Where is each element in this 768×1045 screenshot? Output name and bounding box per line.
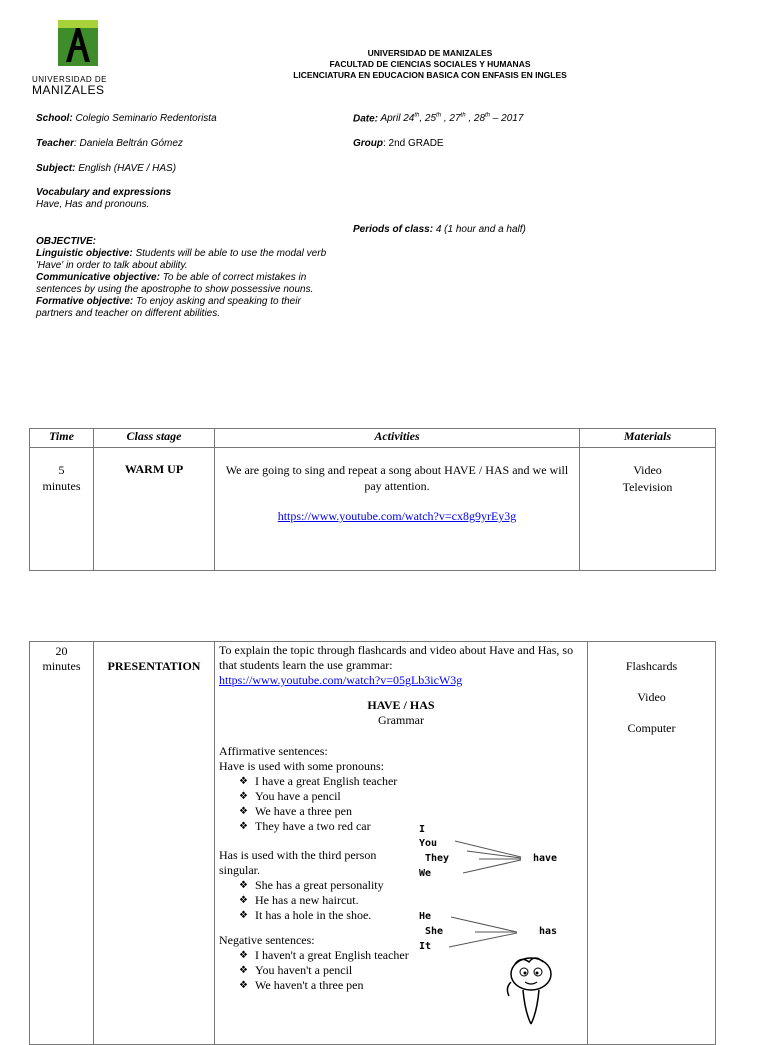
have-intro: Have is used with some pronouns: (219, 759, 384, 773)
teacher-label: Teacher (36, 138, 74, 149)
university-header (230, 48, 630, 81)
table-row (30, 448, 716, 571)
has-word: has (539, 926, 558, 937)
communicative-objective: Communicative objective: To be able of correct mistakes in sentences by using the apostrophe to show possessive nouns. (36, 272, 314, 295)
presentation-intro: To explain the topic through flashcards and video about Have and Has, so that students learn the use grammar: (219, 643, 574, 672)
have-word: have (533, 853, 558, 864)
list-item: ❖ He has a new haircut. (239, 893, 583, 908)
header-time: Time (30, 429, 94, 448)
periods-field (353, 224, 526, 235)
has-intro: Has is used with the third person singular. (219, 848, 377, 877)
pronoun-it: It (419, 941, 432, 952)
group-field (353, 138, 444, 149)
cartoon-character-icon (501, 952, 561, 1027)
warmup-video-link[interactable]: https://www.youtube.com/watch?v=cx8g9yrEy3g (277, 509, 517, 523)
affirmative-heading: Affirmative sentences: (219, 744, 328, 758)
material-item: Television (622, 480, 673, 494)
periods-label: Periods of class: (353, 224, 434, 235)
formative-objective: Formative objective: To enjoy asking and speaking to their partners and teacher on different abilities. (36, 296, 301, 319)
grammar-title: HAVE / HAS (367, 698, 435, 712)
have-examples-list (219, 774, 583, 834)
list-item: ❖ You have a pencil (239, 789, 583, 804)
list-item: ❖ I haven't a great English teacher (239, 948, 419, 963)
subject-label: Subject: (36, 163, 76, 174)
school-value: Colegio Seminario Redentorista (75, 113, 217, 124)
school-field (36, 113, 217, 124)
material-item: Flashcards (625, 659, 678, 673)
pronoun-you: You (419, 838, 438, 849)
header-materials: Materials (580, 429, 716, 448)
date-value: April 24th, 25th , 27th , 28th – 2017 (380, 113, 524, 125)
subject-value: English (HAVE / HAS) (78, 163, 177, 174)
pronoun-they: They (425, 853, 450, 864)
warmup-table (29, 428, 716, 571)
vocabulary-value: Have, Has and pronouns. (36, 199, 150, 210)
objective-block (36, 236, 336, 320)
university-logo (32, 18, 124, 97)
teacher-value: : Daniela Beltrán Gómez (73, 138, 183, 149)
presentation-video-link[interactable]: https://www.youtube.com/watch?v=05gLb3icW3g (219, 673, 463, 687)
warmup-activity: We are going to sing and repeat a song about HAVE / HAS and we will pay attention. https://www.youtube.com/watch?v=cx8g9yrEy3g (215, 448, 580, 571)
pronoun-she: She (425, 926, 444, 937)
has-arrows-icon (435, 907, 545, 957)
group-value: : 2nd GRADE (383, 138, 444, 149)
list-item: ❖ We have a three pen (239, 804, 583, 819)
periods-value: 4 (1 hour and a half) (435, 224, 526, 235)
grammar-subtitle: Grammar (378, 713, 424, 727)
logo-text-line1: UNIVERSIDAD DE (32, 75, 108, 84)
material-item: Video (637, 690, 666, 704)
material-item: Computer (627, 721, 676, 735)
negative-heading: Negative sentences: (219, 933, 315, 947)
presentation-activity (215, 642, 588, 1045)
pronoun-he: He (419, 911, 432, 922)
pronoun-we: We (419, 868, 432, 879)
list-item: ❖ I have a great English teacher (239, 774, 583, 789)
vocabulary-label: Vocabulary and expressions (36, 187, 172, 198)
linguistic-objective: Linguistic objective: Students will be able to use the modal verb 'Have' in order to talk about ability. (36, 248, 327, 271)
date-field (353, 113, 523, 124)
header-activities: Activities (215, 429, 580, 448)
table-header-row (30, 429, 716, 448)
presentation-materials (588, 642, 716, 1045)
negative-examples-list (219, 948, 419, 993)
warmup-time: 5 minutes (30, 448, 94, 571)
school-label: School: (36, 113, 73, 124)
presentation-table (29, 641, 716, 1045)
teacher-field (36, 138, 183, 149)
material-item: Video (633, 463, 662, 477)
date-label: Date: (353, 113, 379, 125)
subject-field (36, 163, 176, 174)
header-line-1: UNIVERSIDAD DE MANIZALES (367, 48, 493, 58)
logo-emblem-icon (32, 18, 124, 70)
list-item: ❖ They have a two red car (239, 819, 583, 834)
header-line-2: FACULTAD DE CIENCIAS SOCIALES Y HUMANAS (329, 59, 531, 69)
table-row (30, 642, 716, 1045)
warmup-stage: WARM UP (94, 448, 215, 571)
list-item: ❖ We haven't a three pen (239, 978, 419, 993)
group-label: Group (353, 138, 383, 149)
warmup-materials (580, 448, 716, 571)
objective-title: OBJECTIVE: (36, 236, 97, 247)
pronoun-i: I (419, 824, 426, 835)
presentation-time: 20 minutes (30, 642, 94, 1045)
list-item: ❖ It has a hole in the shoe. (239, 908, 583, 923)
logo-text-line2: MANIZALES (32, 83, 105, 97)
presentation-stage: PRESENTATION (94, 642, 215, 1045)
header-class-stage: Class stage (94, 429, 215, 448)
vocabulary-field (36, 187, 171, 211)
header-line-3: LICENCIATURA EN EDUCACION BASICA CON ENFASIS EN INGLES (293, 70, 567, 80)
list-item: ❖ She has a great personality (239, 878, 583, 893)
list-item: ❖ You haven't a pencil (239, 963, 419, 978)
